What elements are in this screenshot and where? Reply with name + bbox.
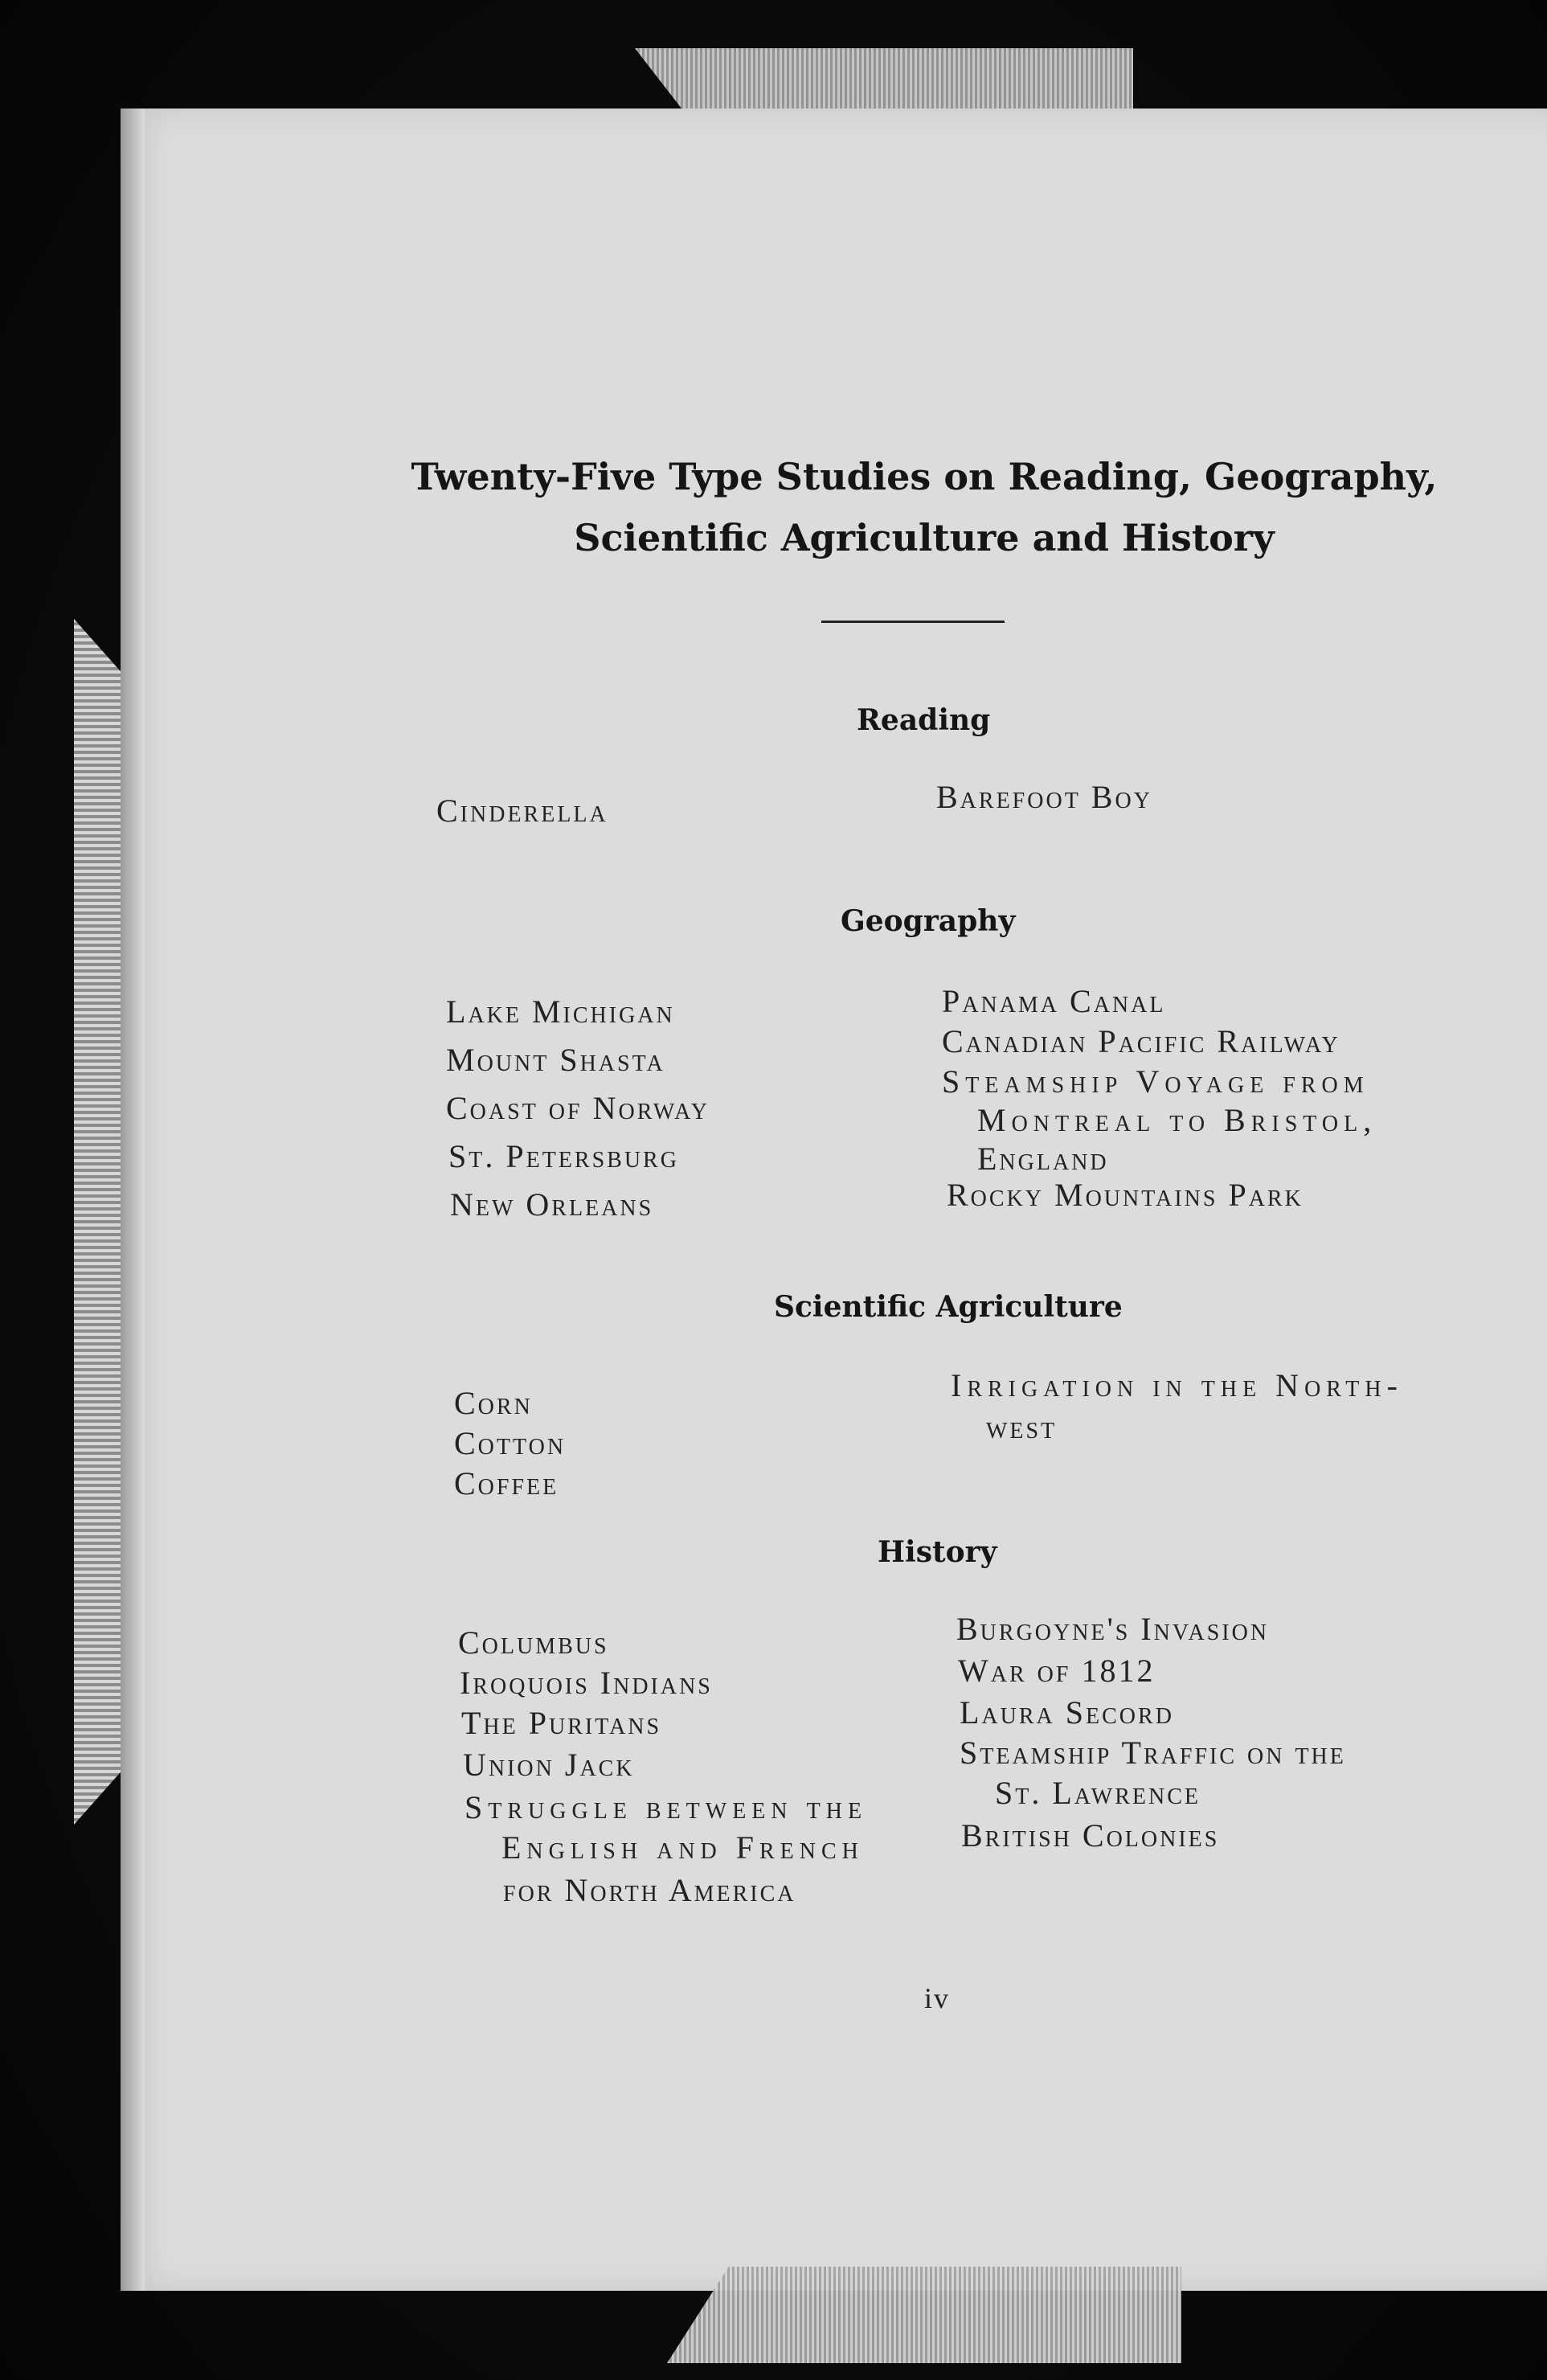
list-item: Steamship Voyage from <box>942 1063 1369 1100</box>
section-heading-reading: Reading <box>857 703 991 737</box>
list-item: Rocky Mountains Park <box>947 1177 1303 1213</box>
list-item: St. Petersburg <box>448 1138 679 1174</box>
list-item: New Orleans <box>450 1186 654 1223</box>
list-item: England <box>977 1141 1109 1177</box>
page-title <box>362 446 1487 568</box>
section-heading-geography: Geography <box>841 904 1016 938</box>
list-item: War of 1812 <box>958 1653 1156 1689</box>
list-item: Mount Shasta <box>446 1042 665 1078</box>
list-item: for North America <box>503 1872 796 1908</box>
section-heading-history: History <box>878 1535 997 1569</box>
list-item: British Colonies <box>961 1817 1220 1854</box>
list-item: Steamship Traffic on the <box>960 1735 1346 1771</box>
title-divider <box>821 621 1005 623</box>
book-page <box>121 109 1547 2291</box>
list-item: Iroquois Indians <box>460 1665 713 1701</box>
page-edge-shadow <box>121 109 145 2291</box>
list-item: Coast of Norway <box>446 1090 710 1126</box>
list-item: Burgoyne's Invasion <box>956 1611 1270 1647</box>
section-heading-agriculture: Scientific Agriculture <box>774 1290 1123 1324</box>
page-number: iv <box>924 1982 951 2014</box>
list-item: Lake Michigan <box>446 993 675 1030</box>
bottom-tape-strip <box>667 2267 1181 2363</box>
list-item: Union Jack <box>463 1747 635 1783</box>
list-item: Struggle between the <box>465 1789 868 1825</box>
list-item: Irrigation in the North- <box>951 1367 1403 1403</box>
list-item: Panama Canal <box>942 983 1166 1019</box>
top-tape-strip <box>635 48 1133 113</box>
list-item: English and French <box>501 1829 864 1866</box>
list-item: The Puritans <box>461 1705 662 1741</box>
list-item: Montreal to Bristol, <box>977 1102 1377 1138</box>
list-item: Columbus <box>458 1624 609 1661</box>
list-item: Laura Secord <box>960 1694 1174 1731</box>
list-item: St. Lawrence <box>995 1775 1201 1811</box>
list-item: Cotton <box>454 1425 567 1461</box>
list-item: Barefoot Boy <box>936 779 1152 815</box>
list-item: Coffee <box>454 1465 559 1501</box>
list-item: Cinderella <box>436 793 608 829</box>
title-line-2: Scientific Agriculture and History <box>574 516 1275 559</box>
list-item: Canadian Pacific Railway <box>942 1023 1340 1059</box>
title-line-1: Twenty-Five Type Studies on Reading, Geography, <box>411 455 1438 498</box>
list-item: Corn <box>454 1385 533 1421</box>
list-item: west <box>986 1409 1058 1445</box>
